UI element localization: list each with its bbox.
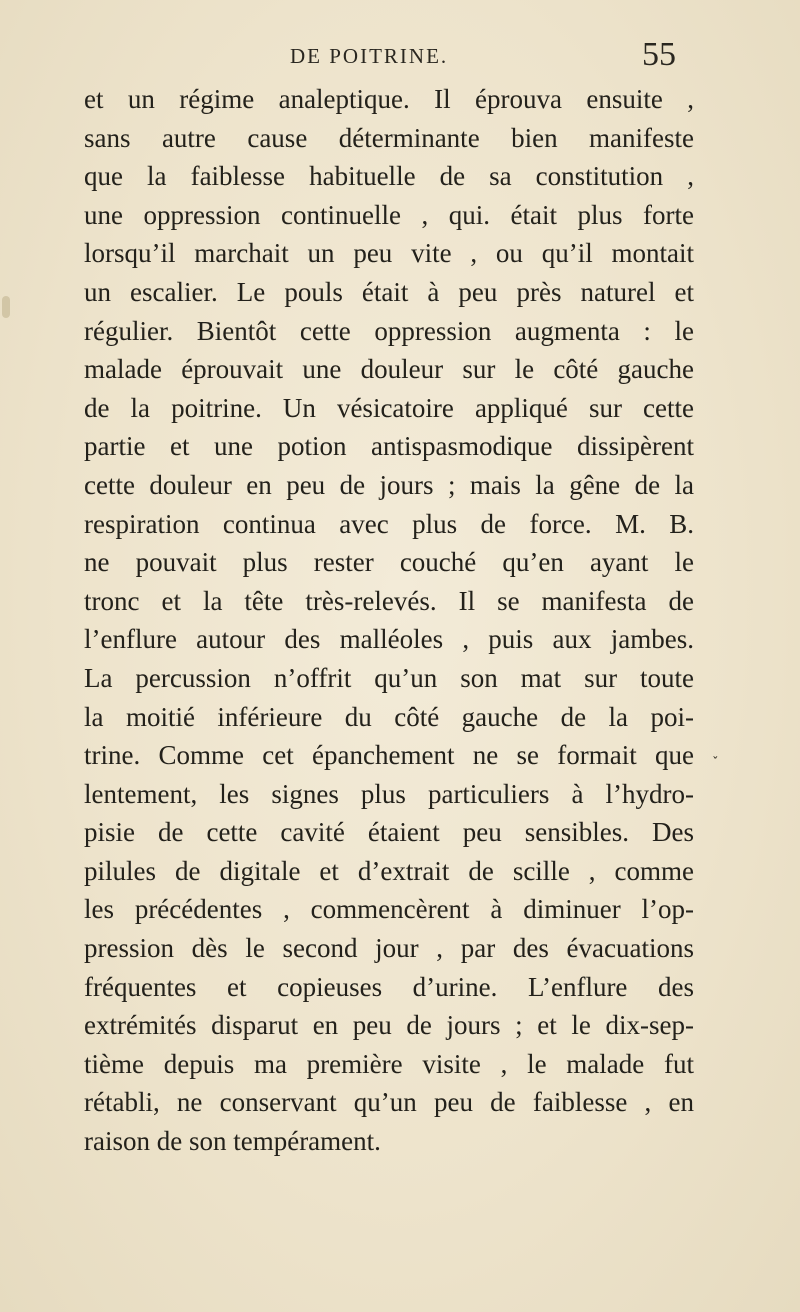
text-line: pilules de digitale et d’extrait de scille , comme bbox=[84, 855, 694, 886]
text-line: raison de son tempérament. bbox=[84, 1126, 381, 1157]
stray-mark: ˯ bbox=[712, 738, 719, 760]
body-text bbox=[84, 80, 694, 1161]
text-line: régulier. Bientôt cette oppression augmenta : le bbox=[84, 315, 694, 346]
text-line: lorsqu’il marchait un peu vite , ou qu’il montait bbox=[84, 238, 694, 269]
text-line: extrémités disparut en peu de jours ; et le dix-sep- bbox=[84, 1010, 694, 1041]
text-line: respiration continua avec plus de force. M. B. bbox=[84, 508, 694, 539]
text-line: fréquentes et copieuses d’urine. L’enflure des bbox=[84, 971, 694, 1002]
text-line: tronc et la tête très-relevés. Il se manifesta de bbox=[84, 585, 694, 616]
text-line: La percussion n’offrit qu’un son mat sur toute bbox=[84, 662, 694, 693]
text-line: partie et une potion antispasmodique dissipèrent bbox=[84, 431, 694, 462]
page-edge-stain bbox=[2, 296, 10, 318]
text-line: de la poitrine. Un vésicatoire appliqué sur cette bbox=[84, 392, 694, 423]
text-line: lentement, les signes plus particuliers à l’hydro- bbox=[84, 778, 694, 809]
text-line: cette douleur en peu de jours ; mais la gêne de la bbox=[84, 469, 694, 500]
text-line: pression dès le second jour , par des évacuations bbox=[84, 933, 694, 964]
text-line: malade éprouvait une douleur sur le côté gauche bbox=[84, 354, 694, 385]
text-line: que la faiblesse habituelle de sa constitution , bbox=[84, 161, 694, 192]
text-line: et un régime analeptique. Il éprouva ensuite , bbox=[84, 84, 694, 114]
running-title: DE POITRINE. bbox=[290, 44, 449, 68]
page-number: 55 bbox=[642, 36, 676, 73]
text-line: sans autre cause déterminante bien manifeste bbox=[84, 122, 694, 153]
text-line: la moitié inférieure du côté gauche de la poi- bbox=[84, 701, 694, 732]
text-line: tième depuis ma première visite , le malade fut bbox=[84, 1048, 694, 1079]
text-line: pisie de cette cavité étaient peu sensibles. Des bbox=[84, 817, 694, 848]
text-line: trine. Comme cet épanchement ne se formait que bbox=[84, 740, 694, 771]
text-line: rétabli, ne conservant qu’un peu de faiblesse , en bbox=[84, 1087, 694, 1118]
text-line: un escalier. Le pouls était à peu près naturel et bbox=[84, 276, 694, 307]
text-line: ne pouvait plus rester couché qu’en ayant le bbox=[84, 547, 694, 578]
text-line: les précédentes , commencèrent à diminuer l’op- bbox=[84, 894, 694, 925]
text-line: l’enflure autour des malléoles , puis aux jambes. bbox=[84, 624, 694, 655]
text-line: une oppression continuelle , qui. était plus forte bbox=[84, 199, 694, 230]
